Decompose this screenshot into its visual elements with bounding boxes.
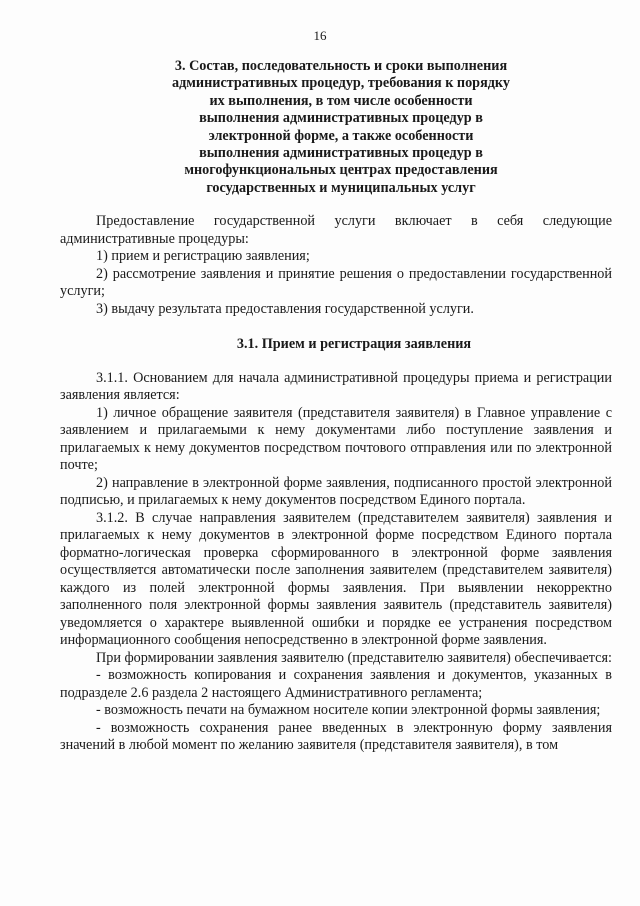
paragraph-3-1-2: 3.1.2. В случае направления заявителем (представителем заявителя) заявления и прилагаемых к нему документов в электронной форме посредством Единого портала форматно-логическая проверка сформированного в электронной форме заявления осуществляется автоматически после заполнения заявителем (представителем заявителя) каждого из полей электронной формы заявления. При выявлении некорректно заполненного поля электронной формы заявления заявитель (представитель заявителя) уведомляется о характере выявленной ошибки и порядке ее устранения посредством информационного сообщения непосредственно в электронной форме заявления.	[60, 509, 612, 648]
list-item-procedure: 1) прием и регистрацию заявления;	[96, 248, 310, 264]
paragraph-intro: Предоставление государственной услуги включает в себя следующие административные процедуры:	[60, 213, 612, 247]
list-item-option: - возможность копирования и сохранения заявления и документов, указанных в подразделе 2.6 раздела 2 настоящего Административного регламента;	[60, 667, 612, 701]
heading-line: их выполнения, в том числе особенности	[209, 92, 473, 109]
document-body	[60, 213, 612, 755]
list-item-option: - возможность сохранения ранее введенных в электронную форму заявления значений в любой момент по желанию заявителя (представителя заявителя), в том	[60, 719, 612, 753]
list-item-option: - возможность печати на бумажном носителе копии электронной формы заявления;	[96, 702, 601, 718]
heading-line: многофункциональных центрах предоставления	[184, 162, 498, 179]
paragraph-3-1-1: 3.1.1. Основанием для начала административной процедуры приема и регистрации заявления является:	[60, 369, 612, 403]
subsection-title: 3.1. Прием и регистрация заявления	[236, 336, 472, 352]
section-heading	[150, 58, 532, 197]
heading-line: 3. Состав, последовательность и сроки выполнения	[174, 58, 508, 74]
heading-line: выполнения административных процедур в	[199, 110, 483, 127]
heading-line: административных процедур, требования к порядку	[171, 75, 510, 92]
list-item-procedure: 3) выдачу результата предоставления государственной услуги.	[96, 300, 474, 317]
page-number: 16	[313, 28, 327, 43]
heading-line: государственных и муниципальных услуг	[206, 179, 476, 196]
list-item-basis: 1) личное обращение заявителя (представителя заявителя) в Главное управление с заявлением и прилагаемыми к нему документами либо поступление заявления и прилагаемых к нему документов посредством почтового отправления или по электронной почте;	[60, 404, 612, 473]
heading-line: электронной форме, а также особенности	[208, 127, 474, 144]
heading-line: выполнения административных процедур в	[199, 145, 483, 162]
list-item-procedure: 2) рассмотрение заявления и принятие решения о предоставлении государственной услуги;	[60, 265, 612, 299]
paragraph-provided: При формировании заявления заявителю (представителю заявителя) обеспечивается:	[96, 649, 612, 666]
list-item-basis: 2) направление в электронной форме заявления, подписанного простой электронной подписью, и прилагаемых к нему документов посредством Единого портала.	[60, 474, 612, 508]
